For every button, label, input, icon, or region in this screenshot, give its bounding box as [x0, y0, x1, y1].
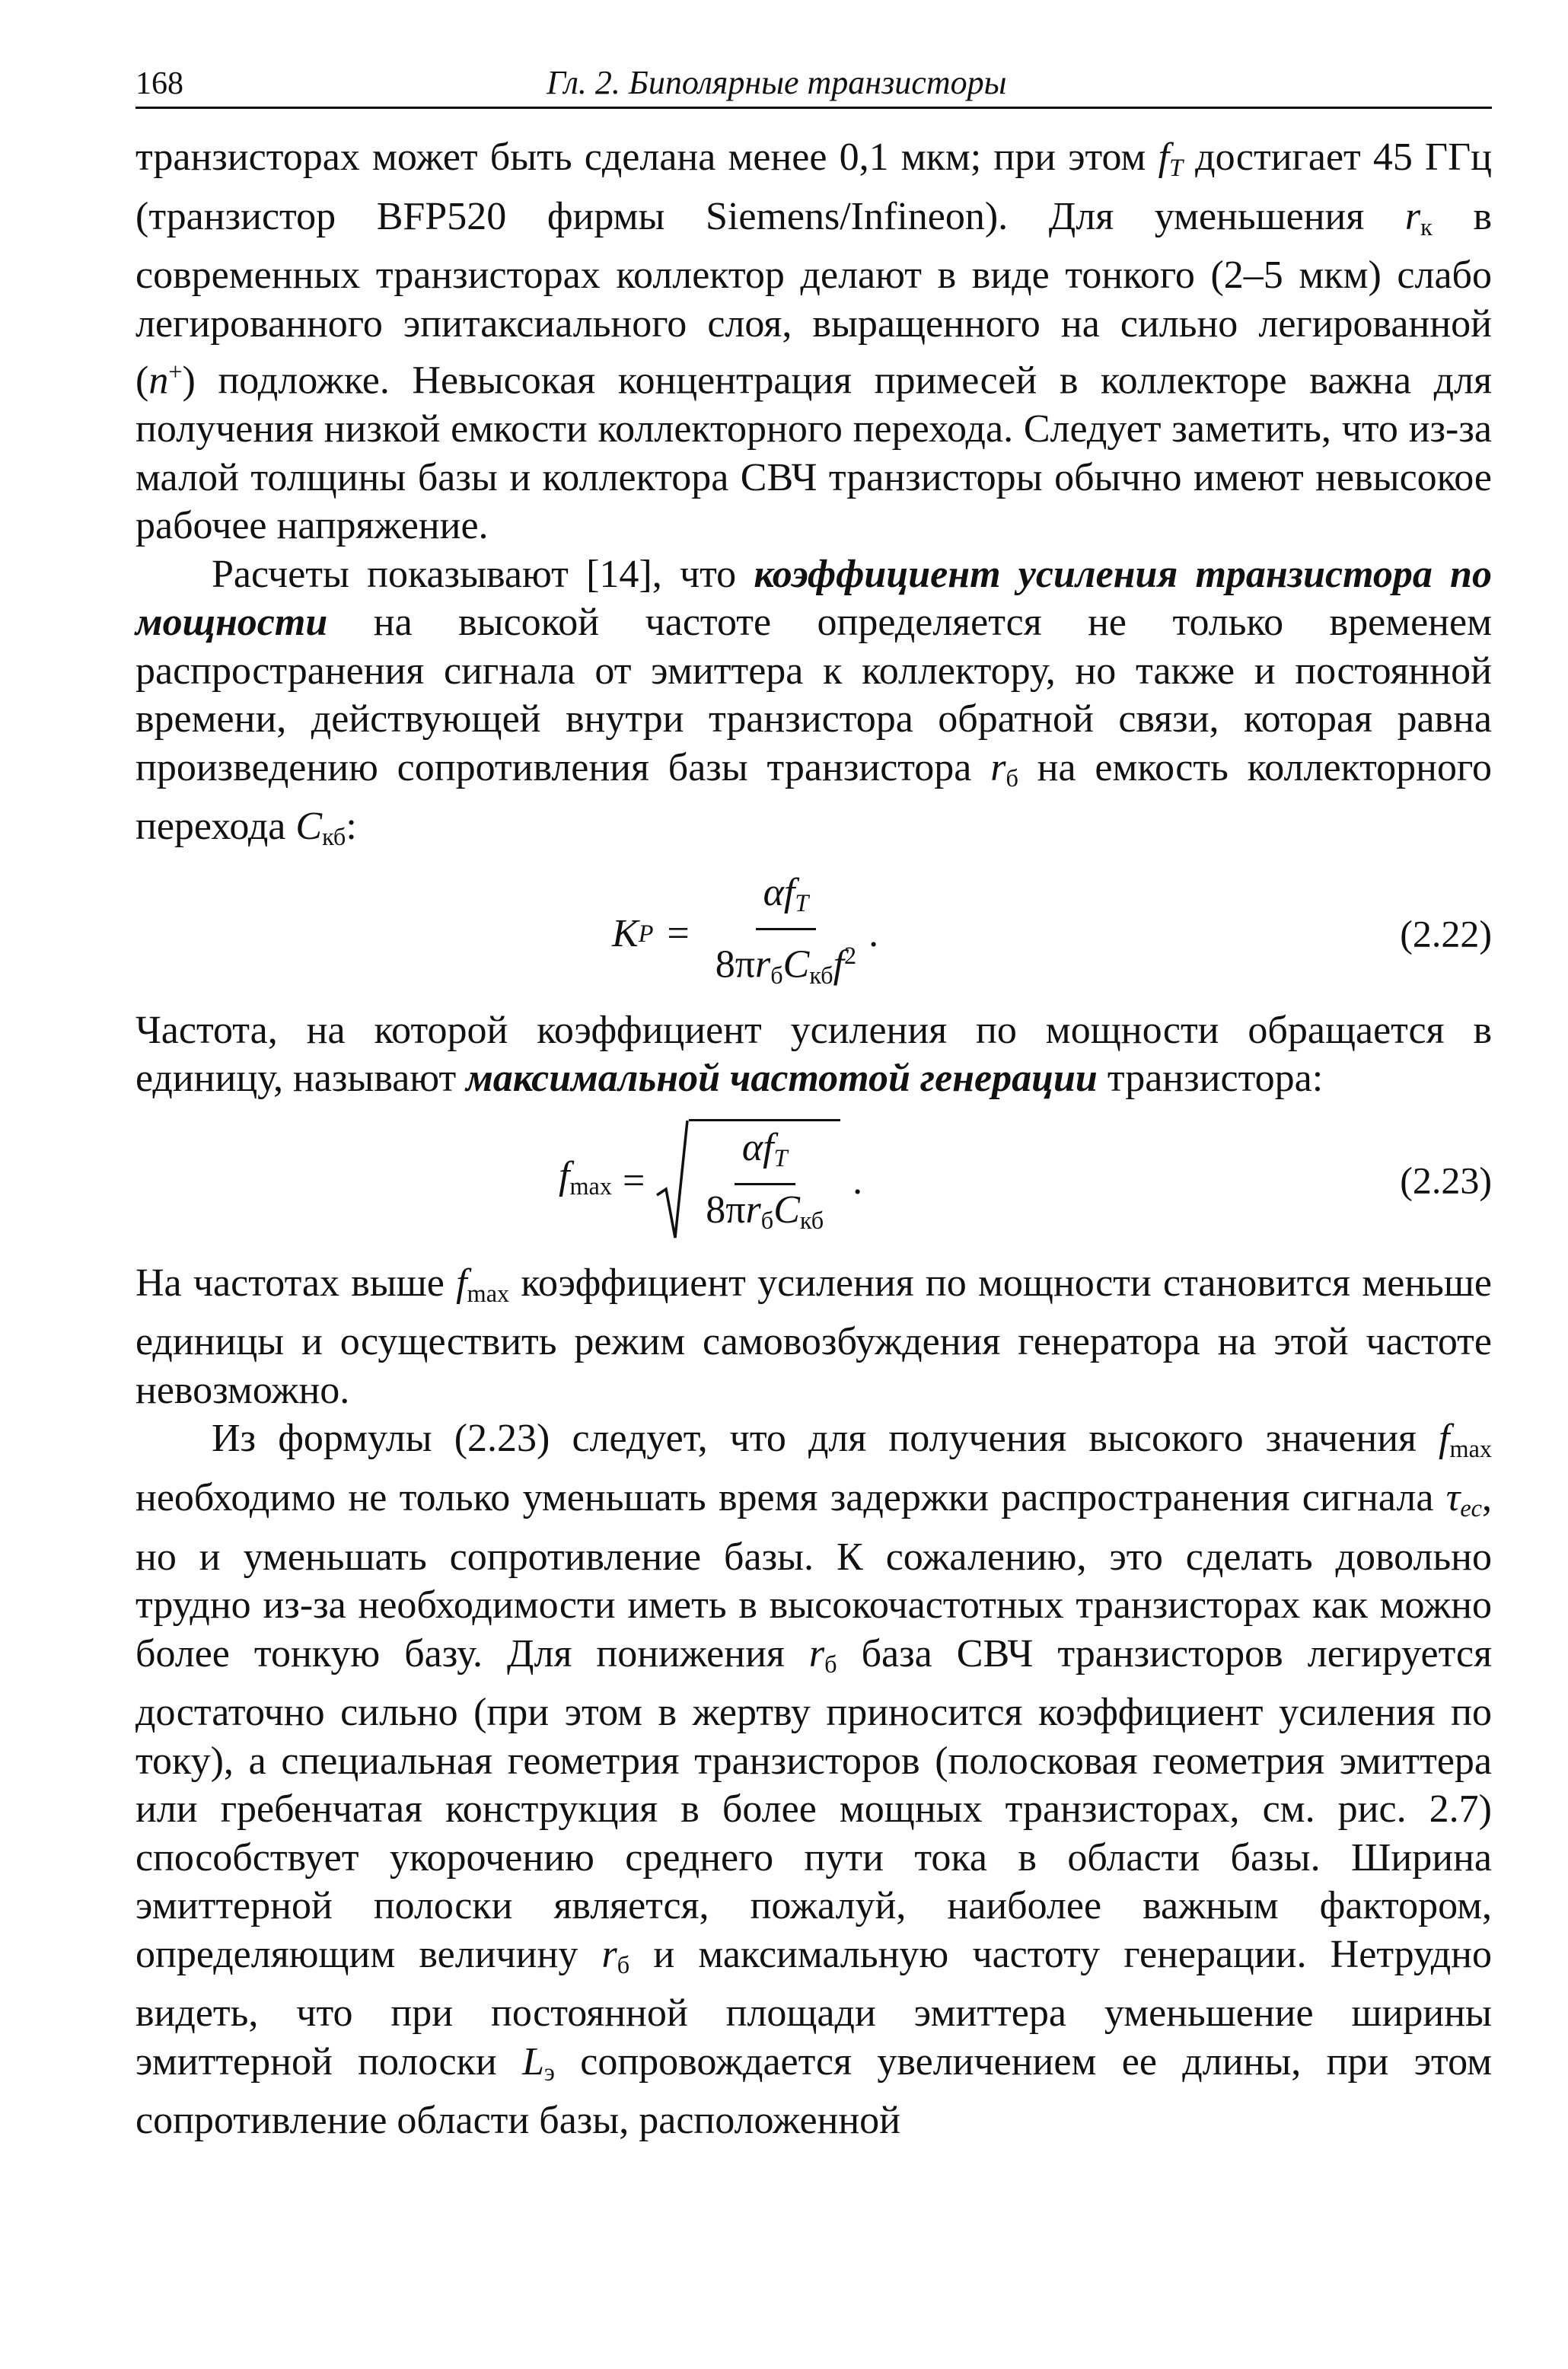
text-run: Из формулы (2.23) следует, что для получения высокого значения — [212, 1417, 1439, 1461]
math-var: τ — [1445, 1476, 1461, 1519]
equation-body — [612, 862, 878, 1006]
text-run: Расчеты показывают [14], что — [212, 552, 754, 596]
math-var: r — [808, 1631, 825, 1676]
fraction — [698, 1126, 831, 1242]
text-run: транзистора: — [1097, 1057, 1324, 1101]
equation-body — [559, 1103, 862, 1259]
math-sub: б — [760, 1207, 774, 1235]
numerator — [756, 871, 817, 930]
emphasized-term: коэффициент усиления транзистора по мощности — [135, 552, 1492, 645]
math-var: α — [741, 1126, 763, 1170]
text-run: база СВЧ транзисторов легируется достаточно сильно (при этом в жертву приносится коэффициент усиления по току), а специальная геометрия транзисторов (полосковая геометрия эмиттера или гребенчатая конструкция в более мощных транзисторах, см. рис. 2.7) способствует укорочению среднего пути тока в области базы. Ширина эмиттерной полоски является, пожалуй, наиболее важным фактором, определяющим величину — [135, 1631, 1492, 1976]
math-sub: P — [638, 920, 654, 948]
math-var: f — [456, 1261, 467, 1305]
equation-2-23 — [135, 1103, 1492, 1259]
radical-sign-icon — [655, 1119, 689, 1241]
math-var: n — [148, 359, 169, 403]
paragraph-3 — [135, 1006, 1492, 1103]
math-var: f — [559, 1153, 570, 1197]
page-body — [135, 133, 1492, 2145]
paragraph-5 — [135, 1414, 1492, 2144]
math-var: C — [295, 805, 323, 849]
text-run: коэффициент усиления по мощности становится меньше единицы и осуществить режим самовозбуждения генератора на этой частоте невозможно. — [135, 1261, 1493, 1412]
text-run: достигает 45 ГГц (транзистор BFP520 фирмы Siemens/Infineon). Для уменьшения — [135, 136, 1492, 238]
math-sub: ec — [1460, 1494, 1482, 1522]
paragraph-4 — [135, 1259, 1492, 1415]
equation-number: (2.22) — [1400, 912, 1492, 955]
fraction — [708, 871, 864, 997]
denominator — [698, 1185, 831, 1242]
text-run: На частотах выше — [135, 1261, 457, 1305]
equation-period: . — [853, 1159, 863, 1203]
text-run: транзисторах может быть сделана менее 0,1 мкм; при этом — [135, 136, 1158, 179]
math-sup: 2 — [844, 942, 857, 970]
emphasized-term: максимальной частотой генерации — [466, 1057, 1098, 1101]
text-run: Частота, на которой коэффициент усиления по мощности обращается в единицу, называют — [135, 1008, 1492, 1101]
math-var: r — [745, 1188, 761, 1232]
math-sup: + — [168, 358, 183, 386]
page-header — [135, 61, 1492, 109]
math-var: r — [990, 745, 1006, 789]
paragraph-1 — [135, 133, 1492, 550]
text-run: в современных транзисторах коллектор делают в виде тонкого (2–5 мкм) слабо легированного эпитаксиального слоя, выращенного на сильно легированной ( — [135, 194, 1492, 403]
math-sub: б — [824, 1650, 837, 1678]
text-run: на емкость коллекторного перехода — [135, 745, 1492, 849]
math-var: K — [612, 912, 639, 956]
math-var: r — [754, 942, 771, 987]
math-var: f — [1439, 1417, 1450, 1461]
radicand — [689, 1119, 840, 1242]
equals-sign: = — [622, 1159, 645, 1203]
math-var: α — [763, 871, 784, 914]
equation-number: (2.23) — [1400, 1159, 1492, 1202]
equals-sign: = — [667, 912, 690, 956]
math-var: r — [601, 1932, 617, 1976]
text-run: ) подложке. Невысокая концентрация примесей в коллекторе важна для получения низкой емкости коллекторного перехода. Следует заметить, что из-за малой толщины базы и коллектора СВЧ транзисторы обычно имеют невысокое рабочее напряжение. — [135, 359, 1492, 548]
math-sub: б — [770, 961, 783, 989]
text-run: и максимальную частоту генерации. Нетрудно видеть, что при постоянной площади эмиттера уменьшение ширины эмиттерной полоски — [135, 1932, 1493, 2084]
text-run: сопровождается увеличением ее длины, при этом сопротивление области базы, расположенной — [135, 2039, 1492, 2143]
math-sub: кб — [799, 1207, 824, 1235]
equation-2-22 — [135, 862, 1492, 1006]
math-sub: кб — [809, 961, 833, 989]
equation-period: . — [868, 912, 879, 956]
math-var: f — [833, 942, 845, 987]
math-sub: б — [1005, 764, 1018, 792]
math-sub: T — [773, 1144, 788, 1172]
math-sub: к — [1420, 212, 1433, 241]
math-var: C — [782, 942, 810, 987]
numerator — [735, 1126, 795, 1185]
text-run: на высокой частоте определяется не только временем распространения сигнала от эмиттера к коллектору, но также и постоянной времени, действующей внутри транзистора обратной связи, которая равна произведению сопротивления базы транзистора — [135, 601, 1492, 789]
math-var: r — [1404, 194, 1421, 238]
text-run: : — [346, 805, 357, 849]
math-sub: кб — [322, 823, 346, 851]
math-sub: б — [617, 1950, 630, 1978]
text-run: , но и уменьшать сопротивление базы. К сожалению, это сделать довольно трудно из-за необходимости иметь в высокочастотных транзисторах как можно более тонкую базу. Для понижения — [135, 1476, 1492, 1676]
math-sub: max — [569, 1172, 612, 1200]
math-term: 8π — [706, 1188, 746, 1232]
page-number: 168 — [135, 66, 183, 101]
math-var: f — [1158, 136, 1170, 179]
text-run: необходимо не только уменьшать время задержки распространения сигнала — [135, 1476, 1446, 1519]
math-var: C — [773, 1188, 800, 1232]
math-var: f — [783, 871, 795, 914]
denominator — [708, 930, 864, 997]
square-root — [655, 1119, 840, 1242]
paragraph-2 — [135, 550, 1492, 862]
math-sub: T — [1169, 154, 1184, 182]
math-var: L — [522, 2039, 545, 2084]
running-title: Гл. 2. Биполярные транзисторы — [547, 64, 1007, 101]
math-term: 8π — [715, 942, 755, 987]
math-sub: T — [795, 889, 809, 917]
math-sub: max — [1449, 1435, 1492, 1463]
math-sub: э — [544, 2058, 555, 2086]
math-var: f — [763, 1126, 774, 1170]
math-sub: max — [467, 1279, 510, 1307]
